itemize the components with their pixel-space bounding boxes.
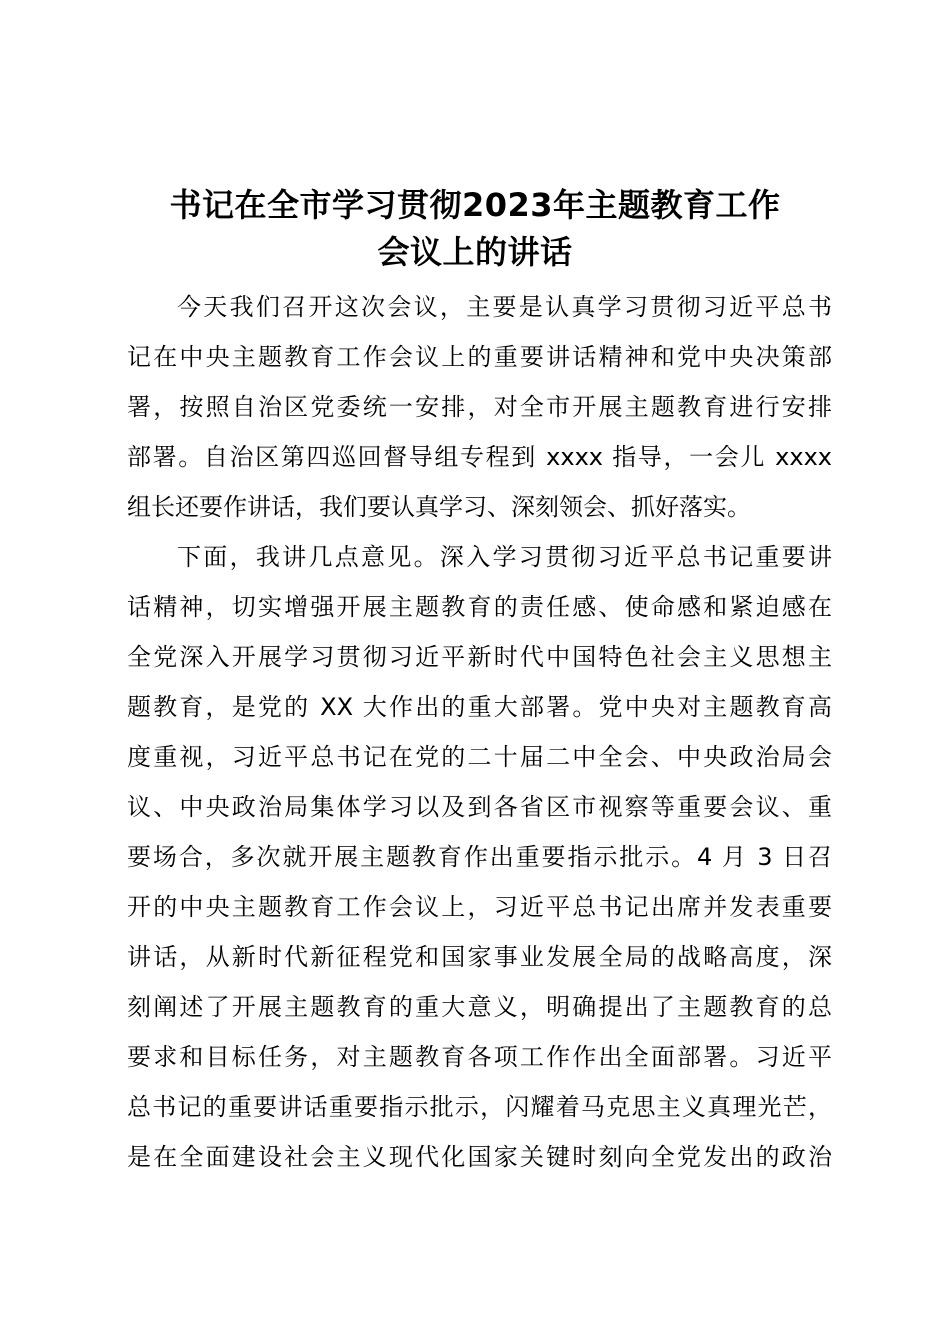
- paragraph-line: 全党深入开展学习贯彻习近平新时代中国特色社会主义思想主: [127, 643, 832, 671]
- paragraph-line: 刻阐述了开展主题教育的重大意义，明确提出了主题教育的总: [127, 993, 832, 1021]
- paragraph-line: 讲话，从新时代新征程党和国家事业发展全局的战略高度，深: [127, 943, 832, 971]
- paragraph-line: 话精神，切实增强开展主题教育的责任感、使命感和紧迫感在: [127, 593, 832, 621]
- paragraph-line: 署，按照自治区党委统一安排，对全市开展主题教育进行安排: [127, 393, 832, 421]
- paragraph-line: 要场合，多次就开展主题教育作出重要指示批示。4 月 3 日召: [127, 843, 832, 871]
- paragraph-line: 题教育，是党的 XX 大作出的重大部署。党中央对主题教育高: [127, 693, 832, 721]
- paragraph-line: 议、中央政治局集体学习以及到各省区市视察等重要会议、重: [127, 793, 832, 821]
- paragraph-line: 下面，我讲几点意见。深入学习贯彻习近平总书记重要讲: [177, 543, 832, 571]
- document-title: [120, 182, 830, 276]
- paragraph-line: 要求和目标任务，对主题教育各项工作作出全面部署。习近平: [127, 1043, 832, 1071]
- paragraph-line: 组长还要作讲话，我们要认真学习、深刻领会、抓好落实。: [127, 493, 751, 521]
- paragraph-line: 开的中央主题教育工作会议上，习近平总书记出席并发表重要: [127, 893, 832, 921]
- paragraph-line: 记在中央主题教育工作会议上的重要讲话精神和党中央决策部: [127, 343, 832, 371]
- title-line-2: 会议上的讲话: [377, 233, 573, 271]
- paragraph-line: 是在全面建设社会主义现代化国家关键时刻向全党发出的政治: [127, 1143, 832, 1171]
- paragraph-line: 部署。自治区第四巡回督导组专程到 xxxx 指导，一会儿 xxxx: [127, 443, 832, 471]
- title-line-1: 书记在全市学习贯彻2023年主题教育工作: [169, 186, 781, 224]
- paragraph-1: [127, 282, 832, 532]
- paragraph-2: [127, 532, 832, 1182]
- paragraph-line: 今天我们召开这次会议，主要是认真学习贯彻习近平总书: [177, 293, 832, 321]
- paragraph-line: 总书记的重要讲话重要指示批示，闪耀着马克思主义真理光芒，: [127, 1093, 832, 1121]
- document-body: [127, 282, 832, 1182]
- paragraph-line: 度重视，习近平总书记在党的二十届二中全会、中央政治局会: [127, 743, 832, 771]
